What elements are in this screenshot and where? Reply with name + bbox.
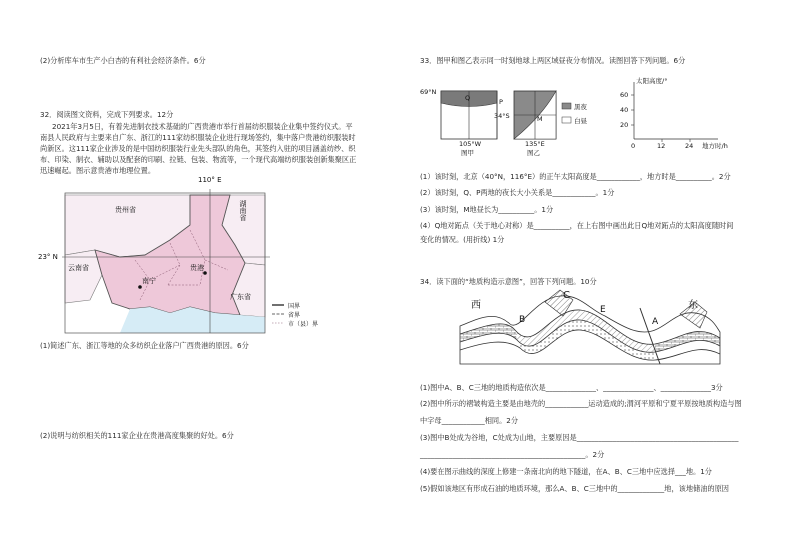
q34-q5: (5)假如该地区有形成石油的地质环境，那么A、B、C三地中的_____________地，该地储油的原因 [420,484,729,493]
q33-q2: (2）该时刻，Q、P两地的夜长大小关系是____________。1分 [420,188,615,197]
legend-national-border: 国界 [288,303,301,310]
q33-q3: (3）该时刻，M地昼长为__________。1分 [420,205,554,214]
map-city-guigang: 贵港 [190,264,204,272]
q32-para-line-3: 尚新区。这111家企业涉及的是中国纺织服装行业先头部队的角色，其签约入驻的项目涵盖纺纱、织 [40,144,356,153]
legend-province-border: 省界 [288,312,301,319]
legend-day: 白昼 [574,117,587,125]
q32-para-line-1: 2021年3月5日，有着先进制衣技术基础的广西贵港市举行首届纺织服装企业集中签约仪式。平 [52,122,353,131]
geology-label-e: E [600,305,606,315]
sun-chart-xtick-0: 0 [631,142,636,150]
q34-q4: (4)要在图示曲线的深度上修建一条南北向的地下隧道，在A、B、C三地中应选择___地。1分 [420,467,712,476]
fig-yi-point-m: M [537,115,543,123]
fig-yi-lon: 135°E [525,140,545,148]
sun-chart-xlabel: 地方时/h [702,142,728,150]
geology-east: 东 [688,300,698,311]
q33-title: 33．图甲和图乙表示同一时刻地球上两区域昼夜分布情况。读图回答下列问题。6分 [420,56,686,65]
legend-city-county-border: 市（县）界 [288,321,319,328]
geology-west: 西 [471,300,481,311]
q33-q4-line1: (4）Q地对跖点（关于地心对称）是__________，在上右图中画出此日Q地对跖点的太阳高度随时间 [420,221,734,230]
q34-q1: (1)图中A、B、C三地的地质构造依次是______________、______________、______________3分 [420,383,723,392]
q34-q3-line2: ______________________________________________。2分 [420,450,605,459]
q34-q2-line1: (2)图中所示的褶皱构造主要是由地壳的____________运动造成的;渭河平原和宁夏平原按地质构造与图 [420,399,742,408]
map-longitude-label: 110° E [198,176,222,184]
geology-label-b: B [519,315,526,325]
fig-yi-caption: 图乙 [527,149,540,157]
q34-title: 34．读下面的“地质构造示意图”，回答下列问题。10分 [420,277,597,286]
figure-yi [492,86,602,156]
guigang-map [38,176,340,335]
q34-q3-line1: (3)图中B处成为谷地，C处成为山地，主要原因是_____________________________________________ [420,433,739,442]
legend-night: 黑夜 [574,103,587,111]
map-province-hunan: 湖南省 [239,200,247,221]
sun-chart-ytick-20: 20 [620,121,629,129]
geology-label-a: A [652,317,659,327]
map-latitude-label: 23° N [38,253,58,261]
map-province-yunnan: 云南省 [68,264,89,272]
sun-altitude-chart [618,76,748,156]
sun-chart-xtick-12: 12 [657,142,666,150]
q32-title: 32．阅读图文资料，完成下列要求。12分 [40,110,174,119]
q32-para-line-5: 迅速崛起。图示意贵港市地理位置。 [40,166,156,175]
q34-q2-line2: 中字母____________相同。2分 [420,416,519,425]
map-city-nanning: 南宁 [142,277,156,285]
sun-chart-xtick-24: 24 [685,142,694,150]
sun-chart-ylabel: 太阳高度/° [636,77,668,85]
q31-part2: (2)分析库车市生产小白杏的有利社会经济条件。6分 [40,56,206,65]
q33-q1: (1）该时刻，北京（40°N，116°E）的正午太阳高度是____________，地方时是__________。2分 [420,172,731,181]
q33-q4-line2: 变化的情况。(用折线) 1分 [420,235,505,244]
geology-label-c: C [563,290,570,301]
q32-part2: (2)说明与纺织相关的111家企业在贵港高度集聚的好处。6分 [40,431,234,440]
fig-jia-lat: 69°N [420,88,437,96]
q32-part1: (1)简述广东、浙江等地的众多纺织企业落户广西贵港的原因。6分 [40,341,249,350]
fig-jia-point-q: Q [465,94,471,102]
fig-yi-lat: 34°S [494,112,510,120]
fig-jia-point-p: P [499,98,503,106]
fig-jia-lon: 105°W [459,140,482,148]
sun-chart-ytick-60: 60 [620,91,629,99]
q32-para-line-4: 布、印染、制衣、辅助以及配套的印刷、拉链、包装、物流等，一个现代高端纺织服装创新集聚区正 [40,155,357,164]
sun-chart-ytick-40: 40 [620,106,629,114]
q32-para-line-2: 南县人民政府与主要来自广东、浙江的111家纺织服装企业进行现场签约，集中落户贵港纺织服装时 [40,133,356,142]
geology-diagram [455,288,725,368]
map-province-guizhou: 贵州省 [115,206,136,214]
map-province-guangdong: 广东省 [230,293,251,301]
fig-jia-caption: 图甲 [461,149,474,157]
